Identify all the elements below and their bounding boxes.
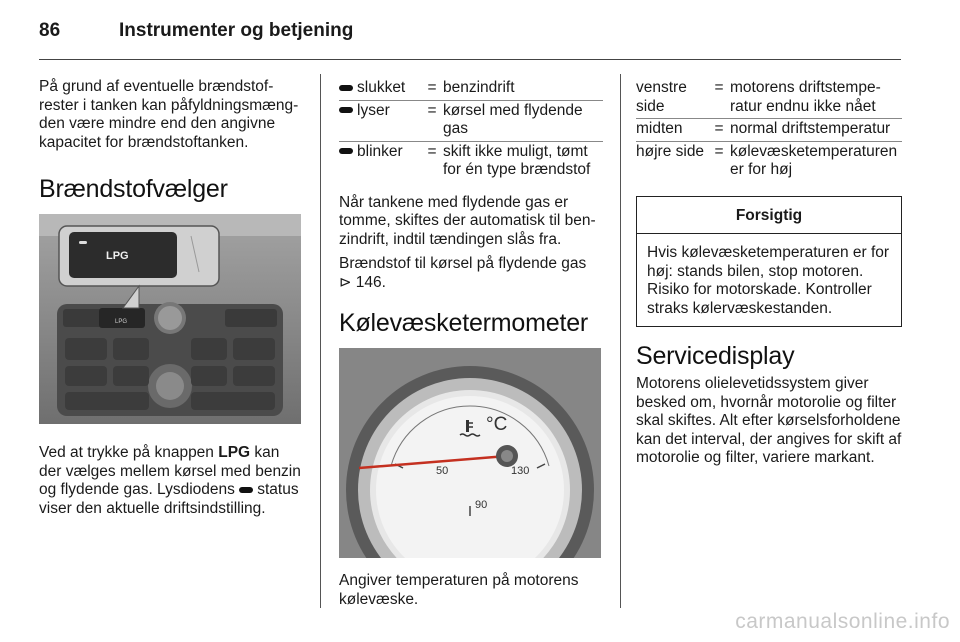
lpg-button-label-small: LPG <box>115 319 128 325</box>
position-meaning: motorens driftstemperatur endnu ikke nået <box>730 78 902 119</box>
gauge-label-mid: 90 <box>475 499 488 511</box>
table-row <box>339 78 603 100</box>
led-state-table <box>339 78 603 180</box>
page-header <box>39 18 901 60</box>
column-1 <box>39 78 301 524</box>
led-icon <box>239 487 253 493</box>
equals-sign: = <box>708 78 730 119</box>
gauge-label-high: 130 <box>511 465 530 477</box>
service-display-paragraph: Motorens olielevetidssystem giver besked om, hvornår motorolie og filter skal skiftes. Alt efter kørselsforholdene kan det interval, der angives for skift af motorolie og filter, variere markant. <box>636 375 902 466</box>
led-icon <box>339 85 353 91</box>
equals-sign: = <box>427 142 437 160</box>
console-illustration <box>39 214 301 424</box>
lpg-paragraph <box>39 444 301 518</box>
caution-title: Forsigtig <box>637 197 901 235</box>
gauge-position-table <box>636 78 902 180</box>
table-row <box>636 78 902 119</box>
led-state: slukket <box>357 79 406 96</box>
led-state: blinker <box>357 142 403 160</box>
lpg-reference-text: Brændstof til kørsel på flydende gas <box>339 255 587 272</box>
gauge-illustration <box>339 348 601 558</box>
service-display-heading: Servicedisplay <box>636 342 795 370</box>
table-row <box>339 100 603 141</box>
led-state: lyser <box>357 101 390 119</box>
equals-sign: = <box>421 100 443 141</box>
gauge-caption: Angiver temperaturen på motorens kølevæske. <box>339 572 579 608</box>
intro-paragraph: På grund af eventuelle brændstofrester i tanken kan påfyldningsmængden være mindre end den angivne kapacitet for brændstoftanken. <box>39 78 299 151</box>
led-icon <box>339 148 353 154</box>
gauge-unit: °C <box>486 414 508 435</box>
lpg-para-text-3: status viser den aktuelle driftsindstilling. <box>39 481 299 517</box>
auto-switch-paragraph: Når tankene med flydende gas er tomme, skiftes der automatisk til benzindrift, indtil tændingen slås fra. <box>339 193 596 248</box>
led-meaning: kørsel med flydende gas <box>443 100 603 141</box>
column-2 <box>339 78 603 615</box>
caution-body: Hvis kølevæsketemperaturen er for høj: stands bilen, stop motoren. Risiko for motorskade. Kontroller straks kølervæskestanden. <box>647 244 890 317</box>
led-icon <box>339 107 353 113</box>
lpg-button-figure <box>39 214 301 424</box>
position-meaning: kølevæsketemperaturen er for høj <box>730 142 898 178</box>
lpg-button-label: LPG <box>106 250 129 262</box>
column-divider-2 <box>620 74 621 608</box>
coolant-gauge-heading: Kølevæsketermometer <box>339 309 589 337</box>
column-3 <box>636 78 902 474</box>
fuel-selector-heading: Brændstofvælger <box>39 175 228 203</box>
running-title: Instrumenter og betjening <box>119 20 354 41</box>
table-row <box>339 141 603 180</box>
equals-sign: = <box>714 142 724 160</box>
equals-sign: = <box>708 119 730 142</box>
caution-box <box>636 196 902 328</box>
lpg-key-label: LPG <box>218 444 251 461</box>
lpg-para-text-1: Ved at trykke på knappen <box>39 444 219 461</box>
equals-sign: = <box>421 78 443 100</box>
lpg-para-text-2: kan der vælges mellem kørsel med benzin og flydende gas. Lysdiodens <box>39 444 301 498</box>
lpg-reference-paragraph <box>339 255 603 292</box>
led-meaning: benzindrift <box>443 78 603 100</box>
column-divider-1 <box>320 74 321 608</box>
led-meaning: skift ikke muligt, tømt for én type brændstof <box>443 142 591 178</box>
gauge-label-low: 50 <box>436 465 449 477</box>
page-reference-icon: ⊳ <box>339 273 356 291</box>
page-reference-number: 146. <box>355 273 386 291</box>
needle-position: venstre side <box>636 78 708 119</box>
needle-position: højre side <box>636 142 705 160</box>
page-number: 86 <box>39 20 61 41</box>
position-meaning: normal driftstemperatur <box>730 119 902 142</box>
needle-position: midten <box>636 119 708 142</box>
table-row <box>636 141 902 180</box>
table-row <box>636 119 902 142</box>
watermark: carmanualsonline.info <box>735 610 950 633</box>
coolant-gauge-figure <box>339 348 601 558</box>
